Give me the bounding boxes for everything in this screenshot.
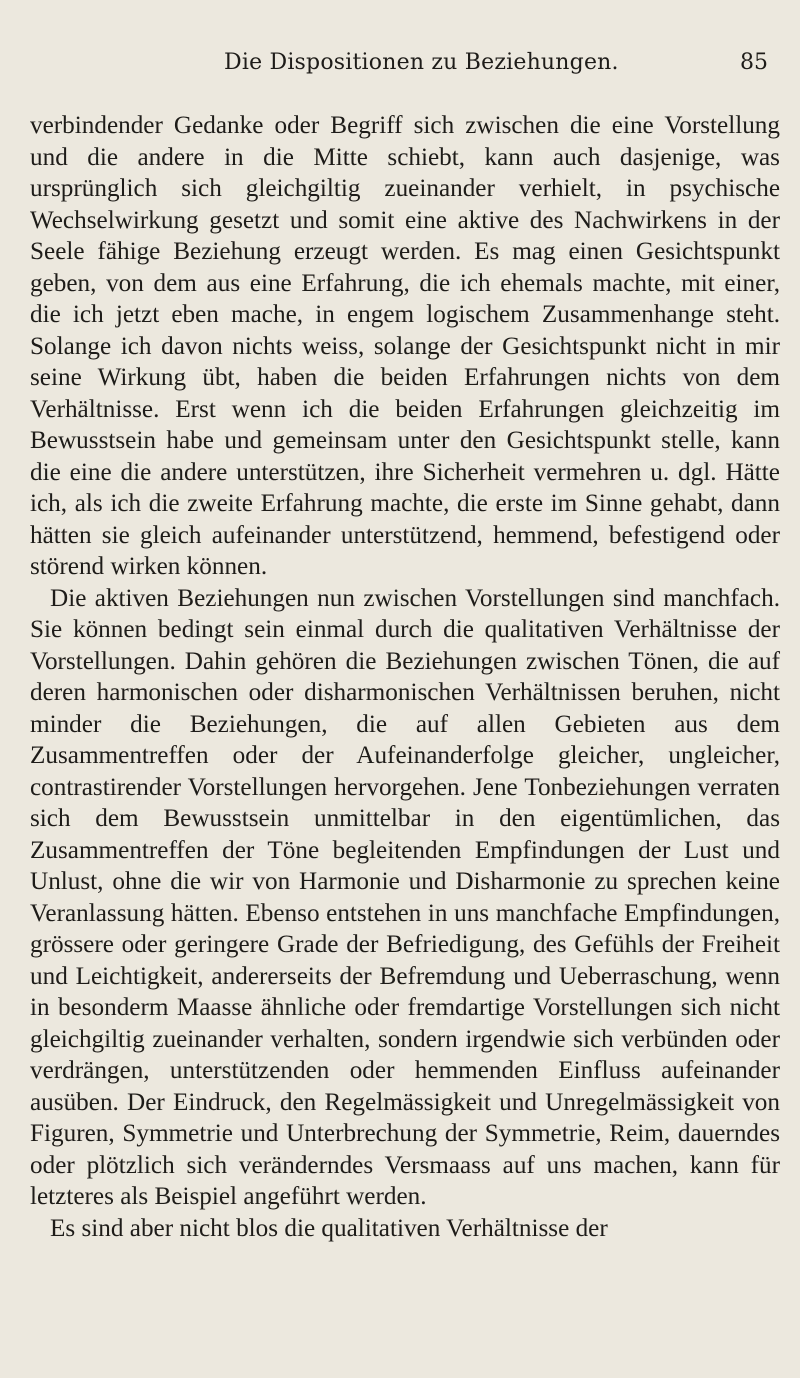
page-number: 85 — [740, 50, 768, 75]
paragraph-continued: verbindender Gedanke oder Begriff sich zwischen die eine Vorstellung und die andere in die Mitte schiebt, kann auch dasjenige, was ursprünglich sich gleichgiltig zueinander verhielt, in psychische Wechselwirkung gesetzt und somit eine aktive des Nachwirkens in der Seele fähige Beziehung erzeugt werden. Es mag einen Gesichtspunkt geben, von dem aus eine Erfahrung, die ich ehemals machte, mit einer, die ich jetzt eben mache, in engem logischem Zusammenhange steht. Solange ich davon nichts weiss, solange der Gesichtspunkt nicht in mir seine Wirkung übt, haben die beiden Erfahrungen nichts von dem Verhältnisse. Erst wenn ich die beiden Erfahrungen gleichzeitig im Bewusstsein habe und gemeinsam unter den Gesichtspunkt stelle, kann die eine die andere unterstützen, ihre Sicherheit vermehren u. dgl. Hätte ich, als ich die zweite Erfahrung machte, die erste im Sinne gehabt, dann hätten sie gleich aufeinander unterstützend, hemmend, befestigend oder störend wirken können. — [30, 112, 780, 580]
page-header — [0, 44, 800, 84]
paragraph-active-relations: Die aktiven Beziehungen nun zwischen Vorstellungen sind manchfach. Sie können bedingt sein einmal durch die qualitativen Verhältnisse der Vorstellungen. Dahin gehören die Beziehungen zwischen Tönen, die auf deren harmonischen oder disharmonischen Verhältnissen beruhen, nicht minder die Beziehungen, die auf allen Gebieten aus dem Zusammentreffen oder der Aufeinanderfolge gleicher, ungleicher, contrastirender Vorstellungen hervorgehen. Jene Tonbeziehungen verraten sich dem Bewusstsein unmittelbar in den eigentümlichen, das Zusammentreffen der Töne begleitenden Empfindungen der Lust und Unlust, ohne die wir von Harmonie und Disharmonie zu sprechen keine Veranlassung hätten. Ebenso entstehen in uns manchfache Empfindungen, grössere oder geringere Grade der Befriedigung, des Gefühls der Freiheit und Leichtigkeit, andererseits der Befremdung und Ueberraschung, wenn in besonderm Maasse ähnliche oder fremdartige Vorstellungen sich nicht gleichgiltig zueinander verhalten, sondern irgendwie sich verbünden oder verdrängen, unterstützenden oder hemmenden Einfluss aufeinander ausüben. Der Eindruck, den Regelmässigkeit und Unregelmässigkeit von Figuren, Symmetrie und Unterbrechung der Symmetrie, Reim, dauerndes oder plötzlich sich veränderndes Versmaass auf uns machen, kann für letzteres als Beispiel angeführt werden. — [30, 584, 780, 1210]
paragraph-final-line: Es sind aber nicht blos die qualitativen Verhältnisse der — [50, 1214, 608, 1242]
body-text — [30, 110, 780, 1244]
running-head: Die Dispositionen zu Beziehungen. — [224, 50, 619, 75]
